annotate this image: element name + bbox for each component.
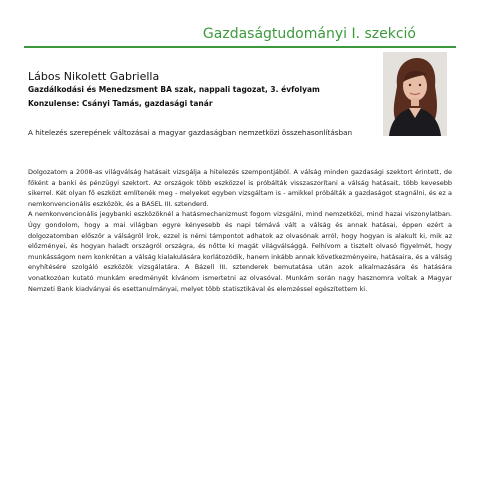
author-name: Lábos Nikolett Gabriella [28, 70, 160, 83]
section-title: Gazdaságtudományi I. szekció [202, 26, 416, 42]
thesis-title: A hitelezés szerepének változásai a magyar gazdaságban nemzetközi összehasonlításban [28, 128, 353, 137]
portrait-image [383, 52, 447, 136]
abstract-paragraph-2: A nemkonvencionális jegybanki eszközöknél a hatásmechanizmust fogom vizsgálni, mind nemzetközi, mind hazai viszonylatban. Úgy gondolom, hogy a mai világban egyre kényesebb és napi témává vált a válság és annak hatásai, éppen ezért a dolgozatomban először a válságról írok, ezzel is némi támpontot adhatok az olvasónak arról, hogy hogyan is alakult ki, mik az előzményei, és hogyan haladt országról országra, és nőtte ki magát világválsággá. Felhívom a tisztelt olvasó figyelmét, hogy munkásságom nem konkrétan a válság kialakulására korlátozódik, hanem inkább annak következményeire, hatásaira, és a válság enyhítésére szolgáló eszközök vizsgálatára. A Bázell III. sztenderek bemutatása után azok alkalmazására és hatására vonatkozóan kutató munkám eredményét kívánom ismertetni az olvasóval. Munkám során nagy hasznomra voltak a Magyar Nemzeti Bank kiadványai és esettanulmányai, melyet több statisztikával és elemzéssel egészítettem ki. [28, 210, 452, 293]
abstract-paragraph-1: Dolgozatom a 2008-as világválság hatásait vizsgálja a hitelezés szempontjából. A válság minden gazdasági szektort érintett, de főként a banki és pénzügyi szektort. Az országok több eszközzel is próbálták visszaszorítani a válság hatásait, több kevesebb sikerrel. Két olyan fő eszközt említenék meg - melyeket egyben vizsgáltam is - amikkel próbálták a gazdaságot stagnálni, és ez a nemkonvencionális eszközök, és a BASEL III. sztenderd. [28, 168, 452, 208]
author-photo [383, 52, 447, 136]
abstract-body [28, 167, 452, 294]
author-program: Gazdálkodási és Menedzsment BA szak, nappali tagozat, 3. évfolyam [28, 85, 320, 94]
author-consultant: Konzulense: Csányi Tamás, gazdasági tanár [28, 99, 213, 108]
header-divider [24, 46, 456, 48]
